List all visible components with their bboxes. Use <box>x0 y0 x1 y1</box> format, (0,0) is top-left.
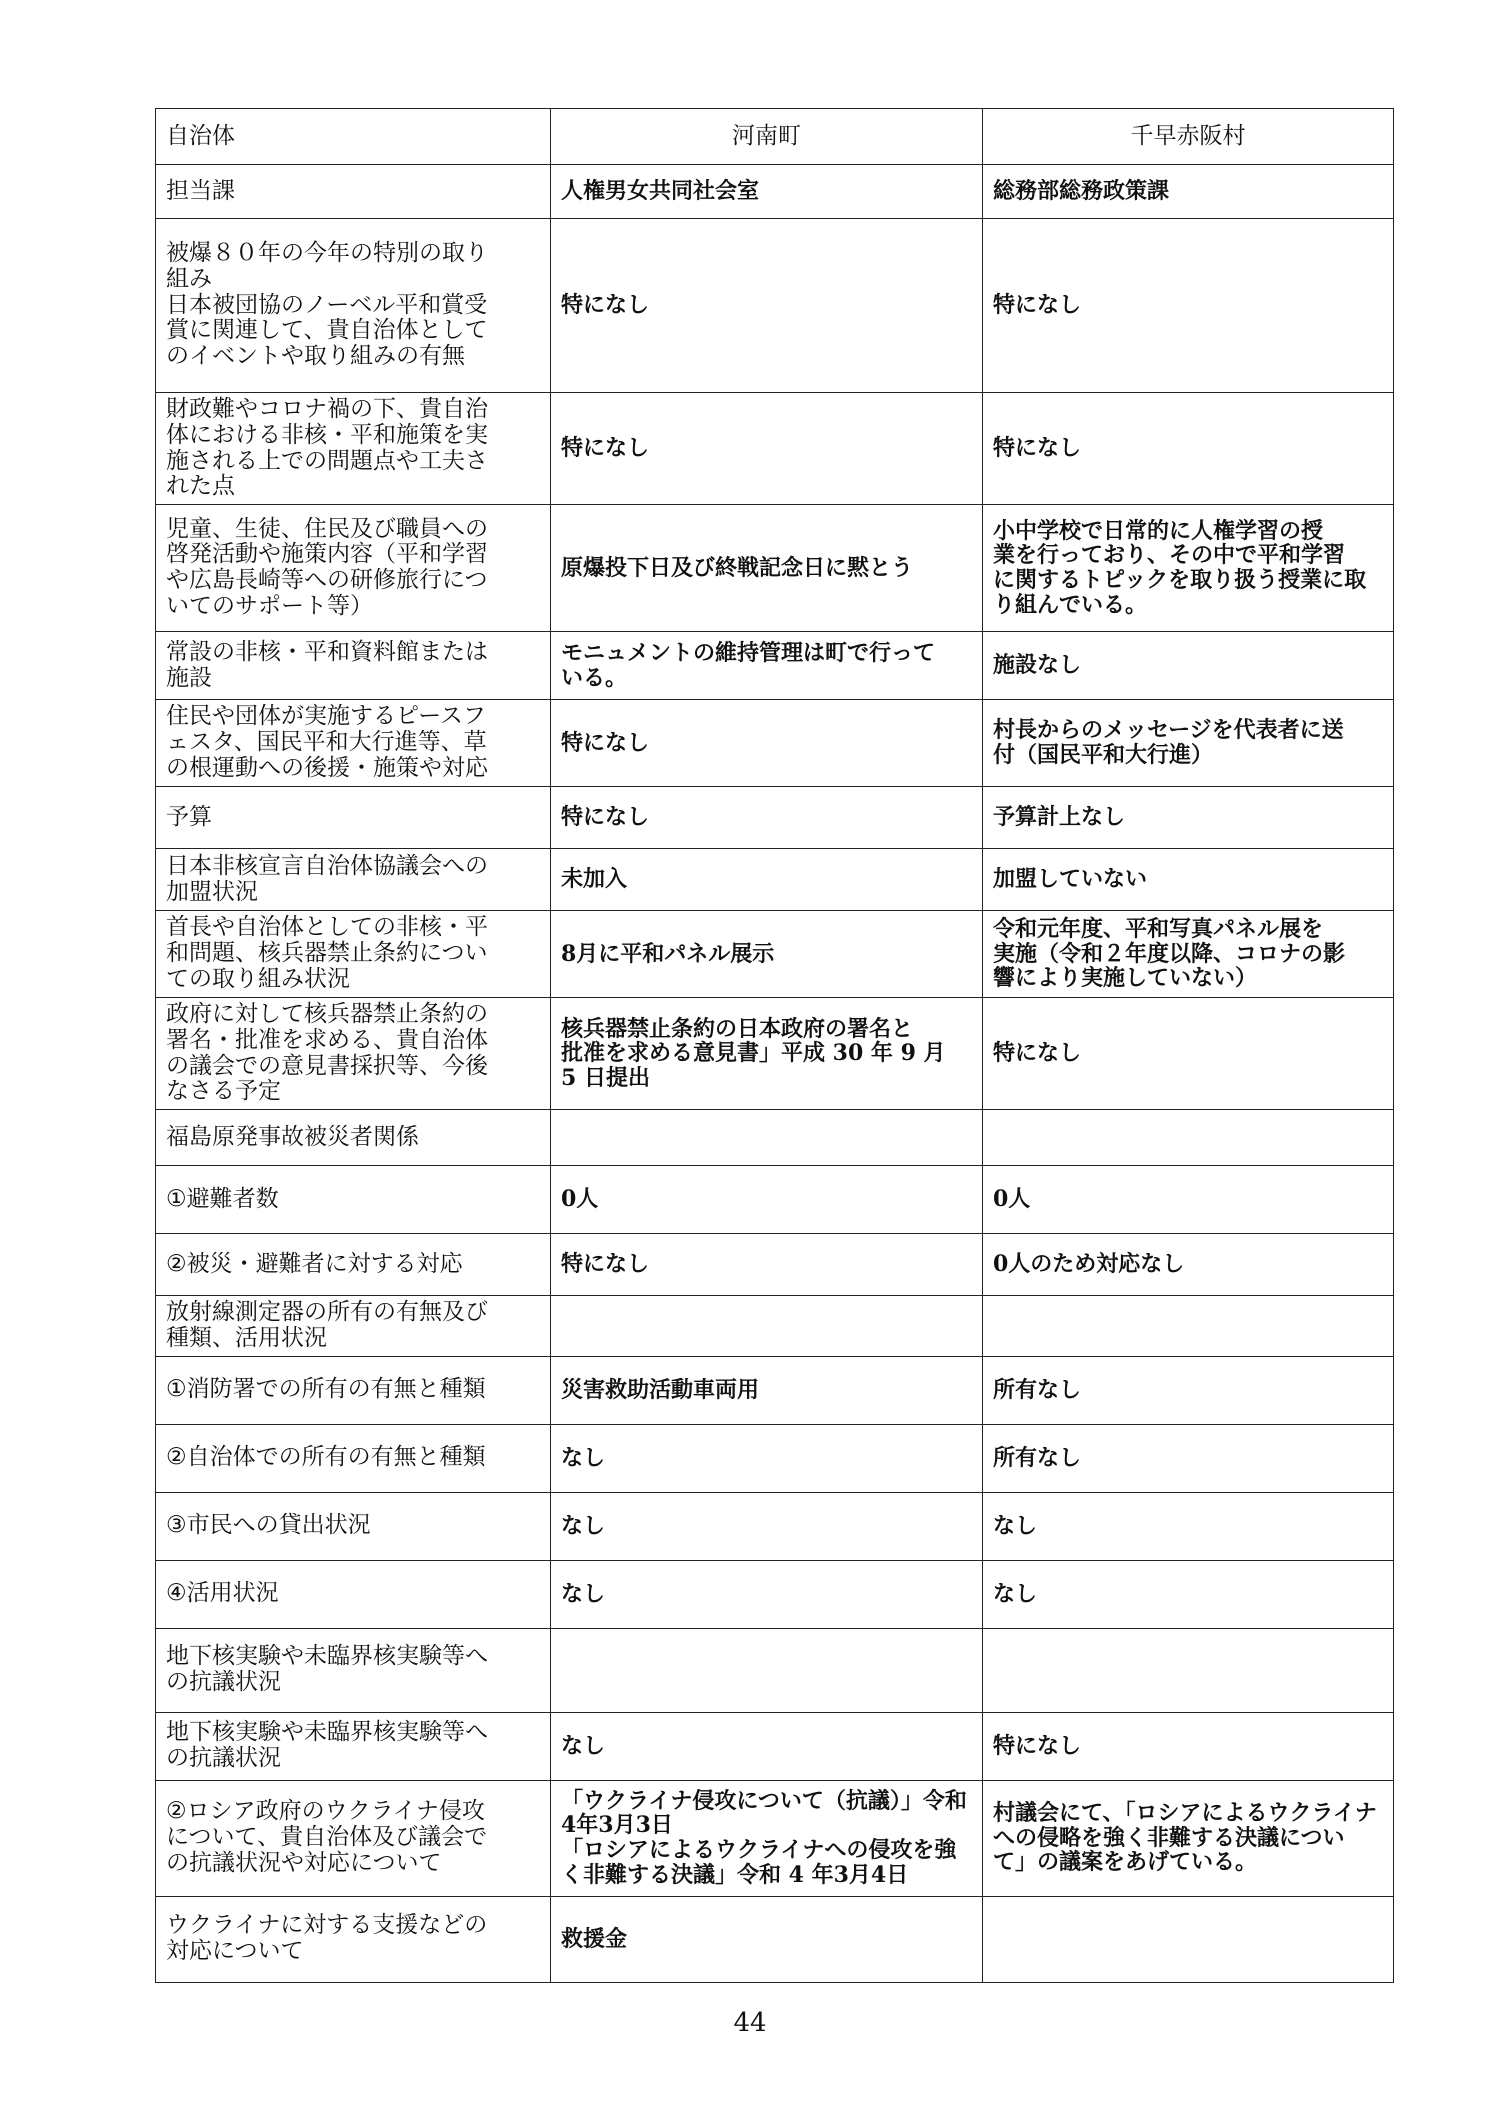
answer-cell-chihayaakasaka: 0人のため対応なし <box>983 1234 1394 1296</box>
cell-text-line: 財政難やコロナ禍の下、貴自治 <box>166 396 488 422</box>
cell-text-line: 令和元年度、平和写真パネル展を <box>993 916 1324 943</box>
cell-text-line: て」の議案をあげている。 <box>993 1849 1258 1876</box>
answer-cell-kanan: 救援金 <box>551 1896 983 1982</box>
cell-text-line: 住民や団体が実施するピースフ <box>166 703 486 730</box>
cell-text-line: 施される上での問題点や工夫さ <box>166 447 488 474</box>
answer-cell-chihayaakasaka: 加盟していない <box>983 849 1394 911</box>
answer-cell-kanan <box>551 1296 983 1357</box>
answer-cell-kanan: 未加入 <box>551 849 983 911</box>
cell-text-line: 4年3月3日 <box>561 1812 673 1839</box>
cell-text-line: 村長からのメッセージを代表者に送 <box>993 717 1344 744</box>
answer-cell-chihayaakasaka: 特になし <box>983 998 1394 1110</box>
cell-text-line: 付（国民平和大行進） <box>993 742 1214 768</box>
cell-text-line: の根運動への後援・施策や対応 <box>166 754 488 781</box>
answer-cell-chihayaakasaka: 特になし <box>983 393 1394 505</box>
page-number: 44 <box>733 2008 767 2038</box>
question-cell <box>156 1780 551 1896</box>
cell-text-line: 賞に関連して、貴自治体として <box>166 317 488 344</box>
cell-text-line: 和問題、核兵器禁止条約につい <box>166 940 488 967</box>
answer-cell-chihayaakasaka: 所有なし <box>983 1356 1394 1424</box>
cell-text-line: れた点 <box>166 473 235 500</box>
cell-text-line: 地下核実験や未臨界核実験等へ <box>166 1719 488 1746</box>
answer-cell-chihayaakasaka: 所有なし <box>983 1424 1394 1492</box>
table-row <box>156 1628 1394 1712</box>
cell-text-line: の抗議状況 <box>166 1669 281 1695</box>
cell-text-line: ての取り組み状況 <box>166 965 350 992</box>
table-row <box>156 1424 1394 1492</box>
answer-cell-chihayaakasaka <box>983 911 1394 998</box>
question-cell <box>156 1628 551 1712</box>
answer-cell-chihayaakasaka: 0人 <box>983 1166 1394 1234</box>
cell-text-line: の議会での意見書採択等、今後 <box>166 1052 488 1079</box>
table-row <box>156 505 1394 632</box>
question-cell: ③市民への貸出状況 <box>156 1492 551 1560</box>
cell-text-line: 日本被団協のノーベル平和賞受 <box>166 291 488 318</box>
answer-cell-kanan: 8月に平和パネル展示 <box>551 911 983 998</box>
cell-text-line: ェスタ、国民平和大行進等、草 <box>166 729 487 756</box>
question-cell <box>156 1712 551 1780</box>
header-row <box>156 109 1394 165</box>
cell-text-line: に関するトピックを取り扱う授業に取 <box>993 567 1367 593</box>
question-cell <box>156 1896 551 1982</box>
cell-text-line: いる。 <box>561 664 628 691</box>
cell-text-line: 村議会にて、「ロシアによるウクライナ <box>993 1800 1377 1827</box>
question-cell: ②被災・避難者に対する対応 <box>156 1234 551 1296</box>
table-row <box>156 632 1394 700</box>
question-cell: 予算 <box>156 787 551 849</box>
header-col-kanan: 河南町 <box>551 109 983 165</box>
answer-cell-kanan: 特になし <box>551 393 983 505</box>
table-row <box>156 165 1394 219</box>
cell-text-line: の抗議状況 <box>166 1745 281 1771</box>
cell-text-line: 組み <box>166 265 212 292</box>
cell-text-line: 5 日提出 <box>561 1064 650 1091</box>
answer-cell-chihayaakasaka <box>983 700 1394 787</box>
table-row <box>156 1712 1394 1780</box>
answer-cell-kanan <box>551 1780 983 1896</box>
survey-table-body <box>156 109 1394 1983</box>
question-cell <box>156 998 551 1110</box>
header-label-cell: 自治体 <box>156 109 551 165</box>
answer-cell-kanan: 特になし <box>551 1234 983 1296</box>
table-row <box>156 393 1394 505</box>
cell-text-line: 小中学校で日常的に人権学習の授 <box>993 517 1324 544</box>
table-row <box>156 1492 1394 1560</box>
answer-cell-kanan: なし <box>551 1712 983 1780</box>
answer-cell-chihayaakasaka: 特になし <box>983 1712 1394 1780</box>
cell-text-line: や広島長崎等への研修旅行につ <box>166 567 488 593</box>
answer-cell-kanan <box>551 1110 983 1166</box>
question-cell: ④活用状況 <box>156 1560 551 1628</box>
answer-cell-chihayaakasaka: 予算計上なし <box>983 787 1394 849</box>
answer-cell-kanan <box>551 632 983 700</box>
answer-cell-kanan: 特になし <box>551 219 983 393</box>
cell-text-line: 響により実施していない） <box>993 965 1258 992</box>
cell-text-line: 首長や自治体としての非核・平 <box>166 914 488 941</box>
answer-cell-kanan: なし <box>551 1424 983 1492</box>
cell-text-line: について、貴自治体及び議会で <box>166 1824 488 1851</box>
answer-cell-chihayaakasaka <box>983 505 1394 632</box>
cell-text-line: ウクライナに対する支援などの <box>166 1912 488 1939</box>
table-row <box>156 1560 1394 1628</box>
table-row <box>156 1166 1394 1234</box>
cell-text-line: 実施（令和２年度以降、コロナの影 <box>993 940 1346 967</box>
question-cell: 福島原発事故被災者関係 <box>156 1110 551 1166</box>
answer-cell-kanan: 特になし <box>551 787 983 849</box>
question-cell: 担当課 <box>156 165 551 219</box>
cell-text-line: のイベントや取り組みの有無 <box>166 343 465 370</box>
table-row <box>156 700 1394 787</box>
cell-text-line: 体における非核・平和施策を実 <box>166 421 488 448</box>
answer-cell-chihayaakasaka <box>983 1296 1394 1357</box>
answer-cell-kanan <box>551 998 983 1110</box>
cell-text-line: 常設の非核・平和資料館または <box>166 638 488 665</box>
answer-cell-chihayaakasaka: 施設なし <box>983 632 1394 700</box>
table-row <box>156 1896 1394 1982</box>
question-cell <box>156 1296 551 1357</box>
cell-text-line: 業を行っており、その中で平和学習 <box>993 542 1346 569</box>
cell-text-line: 地下核実験や未臨界核実験等へ <box>166 1643 488 1670</box>
table-row <box>156 219 1394 393</box>
cell-text-line: り組んでいる。 <box>993 591 1148 618</box>
cell-text-line: 種類、活用状況 <box>166 1324 327 1351</box>
answer-cell-kanan: 原爆投下日及び終戦記念日に黙とう <box>551 505 983 632</box>
answer-cell-kanan: 人権男女共同社会室 <box>551 165 983 219</box>
answer-cell-kanan: 特になし <box>551 700 983 787</box>
answer-cell-chihayaakasaka: 総務部総務政策課 <box>983 165 1394 219</box>
cell-text-line: 児童、生徒、住民及び職員への <box>166 515 488 542</box>
cell-text-line: 署名・批准を求める、貴自治体 <box>166 1026 488 1053</box>
cell-text-line: なさる予定 <box>166 1078 281 1105</box>
cell-text-line: 「ウクライナ侵攻について（抗議）」令和 <box>561 1787 967 1814</box>
table-row <box>156 1356 1394 1424</box>
answer-cell-kanan: 災害救助活動車両用 <box>551 1356 983 1424</box>
question-cell: ①避難者数 <box>156 1166 551 1234</box>
answer-cell-chihayaakasaka: 特になし <box>983 219 1394 393</box>
cell-text-line: 対応について <box>166 1938 304 1964</box>
table-row <box>156 998 1394 1110</box>
answer-cell-chihayaakasaka <box>983 1110 1394 1166</box>
question-cell <box>156 632 551 700</box>
cell-text-line: の抗議状況や対応について <box>166 1849 442 1876</box>
table-row <box>156 787 1394 849</box>
cell-text-line: 批准を求める意見書」平成 30 年 9 月 <box>561 1040 946 1067</box>
cell-text-line: 加盟状況 <box>166 878 258 905</box>
question-cell: ②自治体での所有の有無と種類 <box>156 1424 551 1492</box>
cell-text-line: への侵略を強く非難する決議につい <box>993 1824 1345 1851</box>
question-cell <box>156 849 551 911</box>
table-row <box>156 1110 1394 1166</box>
survey-table <box>155 108 1394 1983</box>
cell-text-line: 政府に対して核兵器禁止条約の <box>166 1001 488 1027</box>
answer-cell-kanan: なし <box>551 1560 983 1628</box>
table-row <box>156 911 1394 998</box>
cell-text-line: ②ロシア政府のウクライナ侵攻 <box>166 1798 485 1825</box>
table-row <box>156 1296 1394 1357</box>
table-row <box>156 1234 1394 1296</box>
answer-cell-kanan: なし <box>551 1492 983 1560</box>
cell-text-line: 放射線測定器の所有の有無及び <box>166 1299 488 1325</box>
table-row <box>156 849 1394 911</box>
answer-cell-chihayaakasaka: なし <box>983 1492 1394 1560</box>
answer-cell-chihayaakasaka <box>983 1628 1394 1712</box>
cell-text-line: 核兵器禁止条約の日本政府の署名と <box>561 1015 914 1042</box>
question-cell <box>156 219 551 393</box>
question-cell <box>156 393 551 505</box>
cell-text-line: 施設 <box>166 664 212 691</box>
answer-cell-chihayaakasaka: なし <box>983 1560 1394 1628</box>
cell-text-line: 「ロシアによるウクライナへの侵攻を強 <box>561 1837 957 1863</box>
cell-text-line: 啓発活動や施策内容（平和学習 <box>166 541 488 568</box>
cell-text-line: 日本非核宣言自治体協議会への <box>166 852 488 879</box>
question-cell <box>156 505 551 632</box>
cell-text-line: いてのサポート等） <box>166 592 373 619</box>
question-cell: ①消防署での所有の有無と種類 <box>156 1356 551 1424</box>
header-col-chihayaakasaka: 千早赤阪村 <box>983 109 1394 165</box>
answer-cell-chihayaakasaka <box>983 1780 1394 1896</box>
cell-text-line: く非難する決議」令和 4 年3月4日 <box>561 1861 909 1888</box>
question-cell <box>156 911 551 998</box>
cell-text-line: 被爆８０年の今年の特別の取り <box>166 240 488 267</box>
table-row <box>156 1780 1394 1896</box>
question-cell <box>156 700 551 787</box>
answer-cell-kanan: 0人 <box>551 1166 983 1234</box>
answer-cell-chihayaakasaka <box>983 1896 1394 1982</box>
answer-cell-kanan <box>551 1628 983 1712</box>
cell-text-line: モニュメントの維持管理は町で行って <box>561 639 936 666</box>
